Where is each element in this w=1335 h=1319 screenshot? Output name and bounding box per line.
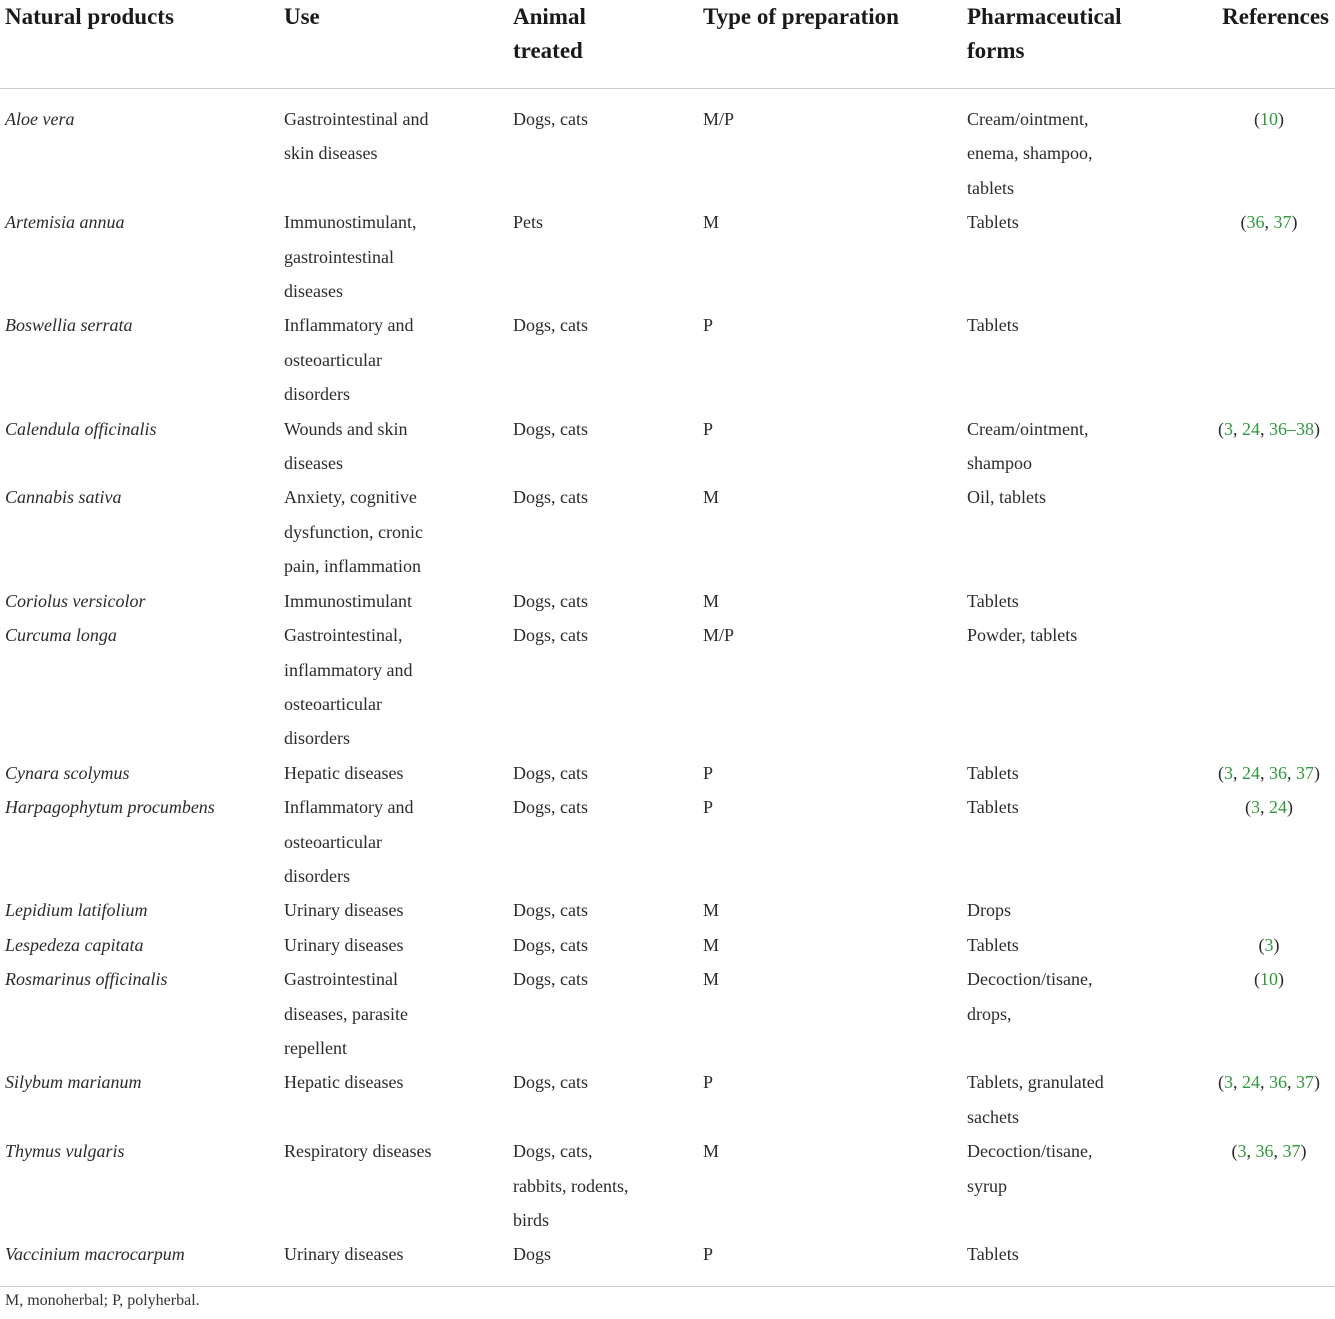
cell-pharmaceutical-forms <box>962 89 1207 206</box>
text-line: birds <box>513 1210 549 1230</box>
reference-link[interactable]: 3 <box>1224 418 1233 439</box>
cell-animal-treated <box>508 1237 698 1286</box>
cell-references <box>1207 205 1335 308</box>
reference-link[interactable]: 24 <box>1242 1072 1260 1093</box>
text-line: Urinary diseases <box>284 1244 404 1265</box>
cell-animal-treated <box>508 790 698 893</box>
table-row <box>0 1065 1335 1134</box>
reference-separator: , <box>1287 762 1296 783</box>
text-line: Inflammatory and <box>284 797 414 818</box>
paren: ( <box>1245 797 1251 818</box>
text-line: Urinary diseases <box>284 934 404 955</box>
paren: ( <box>1254 969 1260 990</box>
text-line: Dogs, cats, <box>513 1141 593 1162</box>
cell-preparation-type: M <box>703 487 720 508</box>
reference-link[interactable]: 3 <box>1224 762 1233 783</box>
cell-preparation-type: P <box>703 797 714 818</box>
cell-preparation-type: M <box>703 934 720 955</box>
cell-use <box>279 584 508 618</box>
cell-pharmaceutical-forms <box>962 412 1207 481</box>
text-line: Immunostimulant, <box>284 212 417 233</box>
text-line: Urinary diseases <box>284 900 404 921</box>
text-line: Dogs <box>513 1244 552 1265</box>
cell-pharmaceutical-forms <box>962 790 1207 893</box>
cell-references <box>1207 89 1335 206</box>
text-line: Dogs, cats <box>513 418 588 439</box>
cell-natural-product: Aloe vera <box>5 109 75 129</box>
text-line: Anxiety, cognitive <box>284 487 417 508</box>
text-line: diseases, parasite <box>284 1003 408 1024</box>
reference-link[interactable]: 24 <box>1242 418 1260 439</box>
cell-animal-treated <box>508 756 698 790</box>
cell-pharmaceutical-forms <box>962 756 1207 790</box>
cell-natural-product: Cannabis sativa <box>5 487 122 508</box>
text-line: Tablets <box>967 934 1019 955</box>
cell-references <box>1207 1134 1335 1237</box>
cell-use <box>279 893 508 927</box>
reference-link[interactable]: 24 <box>1269 797 1287 818</box>
cell-animal-treated <box>508 480 698 583</box>
text-line: Pharmaceutical <box>967 4 1122 29</box>
text-line: drops, <box>967 1003 1012 1024</box>
cell-preparation-type: P <box>703 1244 714 1265</box>
reference-separator: , <box>1233 418 1242 439</box>
paren: ) <box>1314 418 1320 439</box>
table-row <box>0 618 1335 756</box>
reference-link[interactable]: 3 <box>1251 797 1260 818</box>
cell-references <box>1207 893 1335 927</box>
cell-animal-treated <box>508 962 698 1065</box>
cell-preparation-type: M <box>703 590 720 611</box>
text-line: treated <box>513 38 583 63</box>
table-row <box>0 1134 1335 1237</box>
text-line: osteoarticular <box>284 831 382 852</box>
cell-use <box>279 412 508 481</box>
text-line: osteoarticular <box>284 349 382 370</box>
text-line: tablets <box>967 177 1014 198</box>
text-line: Drops <box>967 900 1011 921</box>
cell-natural-product: Boswellia serrata <box>5 315 133 336</box>
cell-natural-product: Calendula officinalis <box>5 418 157 439</box>
cell-preparation-type: M/P <box>703 109 735 129</box>
paren: ) <box>1278 109 1284 129</box>
reference-separator: , <box>1287 1072 1296 1093</box>
cell-pharmaceutical-forms <box>962 1134 1207 1237</box>
text-line: Dogs, cats <box>513 315 588 336</box>
cell-natural-product: Coriolus versicolor <box>5 590 146 611</box>
cell-animal-treated <box>508 308 698 411</box>
cell-references <box>1207 308 1335 411</box>
cell-natural-product: Lespedeza capitata <box>5 934 144 955</box>
table-row <box>0 756 1335 790</box>
reference-separator: , <box>1260 418 1269 439</box>
text-line: Hepatic diseases <box>284 1072 404 1093</box>
text-line: disorders <box>284 865 350 886</box>
text-line: Dogs, cats <box>513 487 588 508</box>
paren: ) <box>1314 762 1320 783</box>
reference-link[interactable]: 37 <box>1273 212 1292 233</box>
paren: ( <box>1218 762 1224 783</box>
text-line: References <box>1222 4 1329 29</box>
text-line: Gastrointestinal <box>284 969 398 990</box>
text-line: forms <box>967 38 1025 63</box>
cell-use <box>279 1134 508 1237</box>
text-line: Immunostimulant <box>284 590 412 611</box>
reference-separator: , <box>1233 762 1242 783</box>
paren: ( <box>1258 934 1265 955</box>
cell-preparation-type: M/P <box>703 625 735 646</box>
cell-pharmaceutical-forms <box>962 480 1207 583</box>
cell-natural-product: Rosmarinus officinalis <box>5 969 168 990</box>
text-line: Dogs, cats <box>513 625 588 646</box>
reference-link[interactable]: 10 <box>1260 969 1278 990</box>
cell-natural-product: Vaccinium macrocarpum <box>5 1244 185 1265</box>
cell-use <box>279 89 508 206</box>
header-pharmaceutical-forms <box>962 0 1207 89</box>
text-line: rabbits, rodents, <box>513 1175 629 1196</box>
text-line: osteoarticular <box>284 693 382 714</box>
reference-link[interactable]: 37 <box>1296 1072 1314 1093</box>
cell-pharmaceutical-forms <box>962 928 1207 962</box>
cell-natural-product: Harpagophytum procumbens <box>5 797 215 818</box>
cell-natural-product: Silybum marianum <box>5 1072 142 1093</box>
cell-animal-treated <box>508 412 698 481</box>
cell-preparation-type: P <box>703 315 714 336</box>
text-line: Dogs, cats <box>513 590 588 611</box>
reference-link[interactable]: 3 <box>1264 934 1274 955</box>
cell-animal-treated <box>508 1134 698 1237</box>
table-row <box>0 928 1335 962</box>
reference-link[interactable]: 36 <box>1246 212 1265 233</box>
table-row <box>0 205 1335 308</box>
cell-pharmaceutical-forms <box>962 584 1207 618</box>
text-line: Tablets <box>967 590 1019 611</box>
cell-use <box>279 618 508 756</box>
cell-use <box>279 1065 508 1134</box>
table-row <box>0 584 1335 618</box>
text-line: Tablets <box>967 315 1019 336</box>
cell-use <box>279 1237 508 1286</box>
paren: ) <box>1300 1141 1307 1162</box>
table-header <box>0 0 1335 89</box>
cell-animal-treated <box>508 928 698 962</box>
table-row <box>0 1237 1335 1286</box>
text-line: Tablets <box>967 212 1019 233</box>
reference-link[interactable]: 36 <box>1255 1141 1274 1162</box>
text-line: Pets <box>513 212 544 233</box>
text-line: syrup <box>967 1175 1007 1196</box>
reference-link[interactable]: 3 <box>1237 1141 1247 1162</box>
reference-separator: , <box>1246 1141 1256 1162</box>
text-line: enema, shampoo, <box>967 143 1093 164</box>
table-row <box>0 89 1335 206</box>
reference-link[interactable]: 37 <box>1296 762 1314 783</box>
cell-preparation-type: M <box>703 900 720 921</box>
reference-link[interactable]: 24 <box>1242 762 1260 783</box>
cell-use <box>279 308 508 411</box>
reference-link[interactable]: 36 <box>1269 1072 1287 1093</box>
cell-use <box>279 790 508 893</box>
paren: ) <box>1273 934 1280 955</box>
table-body <box>0 89 1335 1287</box>
reference-separator: , <box>1273 1141 1283 1162</box>
paren: ) <box>1314 1072 1320 1093</box>
cell-pharmaceutical-forms <box>962 1237 1207 1286</box>
cell-preparation-type: P <box>703 418 714 439</box>
header-row <box>0 0 1335 89</box>
text-line: Type of preparation <box>703 4 899 29</box>
header-animal-treated <box>508 0 698 89</box>
text-line: Dogs, cats <box>513 969 588 990</box>
text-line: Tablets, granulated <box>967 1072 1104 1093</box>
text-line: Tablets <box>967 1244 1019 1265</box>
text-line: Dogs, cats <box>513 900 588 921</box>
cell-natural-product: Artemisia annua <box>5 212 125 233</box>
cell-preparation-type: M <box>703 212 720 233</box>
text-line: skin diseases <box>284 143 378 164</box>
cell-references <box>1207 962 1335 1065</box>
cell-animal-treated <box>508 89 698 206</box>
reference-separator: , <box>1260 797 1269 818</box>
table-row <box>0 412 1335 481</box>
text-line: repellent <box>284 1037 347 1058</box>
text-line: Dogs, cats <box>513 1072 588 1093</box>
text-line: sachets <box>967 1106 1019 1127</box>
cell-references <box>1207 480 1335 583</box>
text-line: dysfunction, cronic <box>284 521 423 542</box>
cell-pharmaceutical-forms <box>962 205 1207 308</box>
reference-link[interactable]: 36–38 <box>1269 418 1314 439</box>
text-line: Powder, tablets <box>967 625 1078 646</box>
text-line: gastrointestinal <box>284 246 394 267</box>
cell-use <box>279 756 508 790</box>
cell-references <box>1207 618 1335 756</box>
reference-separator: , <box>1260 1072 1269 1093</box>
paren: ) <box>1291 212 1298 233</box>
cell-animal-treated <box>508 893 698 927</box>
cell-animal-treated <box>508 618 698 756</box>
cell-natural-product: Cynara scolymus <box>5 762 130 783</box>
text-line: Use <box>284 4 320 29</box>
text-line: disorders <box>284 728 350 749</box>
reference-separator: , <box>1260 762 1269 783</box>
reference-link[interactable]: 37 <box>1282 1141 1301 1162</box>
header-use <box>279 0 508 89</box>
text-line: pain, inflammation <box>284 556 421 577</box>
text-line: Natural products <box>5 4 174 29</box>
cell-use <box>279 480 508 583</box>
reference-link[interactable]: 36 <box>1269 762 1287 783</box>
text-line: Gastrointestinal, <box>284 625 403 646</box>
reference-separator: , <box>1264 212 1274 233</box>
table-row <box>0 962 1335 1065</box>
text-line: Dogs, cats <box>513 797 588 818</box>
text-line: diseases <box>284 453 343 474</box>
cell-references <box>1207 928 1335 962</box>
paren: ) <box>1287 797 1293 818</box>
cell-pharmaceutical-forms <box>962 962 1207 1065</box>
text-line: Dogs, cats <box>513 109 588 129</box>
cell-preparation-type: M <box>703 1141 720 1162</box>
text-line: inflammatory and <box>284 659 413 680</box>
cell-natural-product: Lepidium latifolium <box>5 900 148 921</box>
text-line: Animal <box>513 4 586 29</box>
header-type-of-preparation <box>698 0 962 89</box>
cell-pharmaceutical-forms <box>962 893 1207 927</box>
cell-references <box>1207 790 1335 893</box>
header-natural-products <box>0 0 279 89</box>
cell-natural-product: Curcuma longa <box>5 625 117 646</box>
text-line: Decoction/tisane, <box>967 969 1093 990</box>
cell-preparation-type: M <box>703 969 720 990</box>
cell-pharmaceutical-forms <box>962 1065 1207 1134</box>
paren: ( <box>1240 212 1247 233</box>
text-line: Respiratory diseases <box>284 1141 432 1162</box>
table-row <box>0 308 1335 411</box>
text-line: diseases <box>284 281 343 302</box>
paren: ( <box>1218 1072 1224 1093</box>
cell-animal-treated <box>508 1065 698 1134</box>
text-line: Cream/ointment, <box>967 418 1089 439</box>
cell-animal-treated <box>508 205 698 308</box>
text-line: Wounds and skin <box>284 418 408 439</box>
cell-references <box>1207 584 1335 618</box>
paren: ) <box>1278 969 1284 990</box>
reference-link[interactable]: 10 <box>1260 109 1278 129</box>
cell-pharmaceutical-forms <box>962 308 1207 411</box>
table-row <box>0 790 1335 893</box>
cell-use <box>279 962 508 1065</box>
text-line: shampoo <box>967 453 1032 474</box>
text-line: disorders <box>284 384 350 405</box>
cell-preparation-type: P <box>703 1072 714 1093</box>
text-line: Oil, tablets <box>967 487 1046 508</box>
cell-pharmaceutical-forms <box>962 618 1207 756</box>
cell-preparation-type: P <box>703 762 714 783</box>
text-line: Hepatic diseases <box>284 762 404 783</box>
table-footnote: M, monoherbal; P, polyherbal. <box>5 1292 200 1309</box>
cell-references <box>1207 1065 1335 1134</box>
table-row <box>0 893 1335 927</box>
text-line: Tablets <box>967 762 1019 783</box>
text-line: Dogs, cats <box>513 934 588 955</box>
cell-references <box>1207 412 1335 481</box>
table-row <box>0 480 1335 583</box>
paren: ( <box>1218 418 1224 439</box>
reference-separator: , <box>1233 1072 1242 1093</box>
cell-use <box>279 205 508 308</box>
cell-references <box>1207 1237 1335 1286</box>
text-line: Decoction/tisane, <box>967 1141 1093 1162</box>
header-references <box>1207 0 1335 89</box>
text-line: Cream/ointment, <box>967 109 1089 129</box>
reference-link[interactable]: 3 <box>1224 1072 1233 1093</box>
text-line: Gastrointestinal and <box>284 109 429 129</box>
text-line: Tablets <box>967 797 1019 818</box>
cell-animal-treated <box>508 584 698 618</box>
cell-natural-product: Thymus vulgaris <box>5 1141 125 1162</box>
text-line: Inflammatory and <box>284 315 414 336</box>
cell-references <box>1207 756 1335 790</box>
text-line: Dogs, cats <box>513 762 588 783</box>
paren: ( <box>1231 1141 1238 1162</box>
paren: ( <box>1254 109 1260 129</box>
cell-use <box>279 928 508 962</box>
